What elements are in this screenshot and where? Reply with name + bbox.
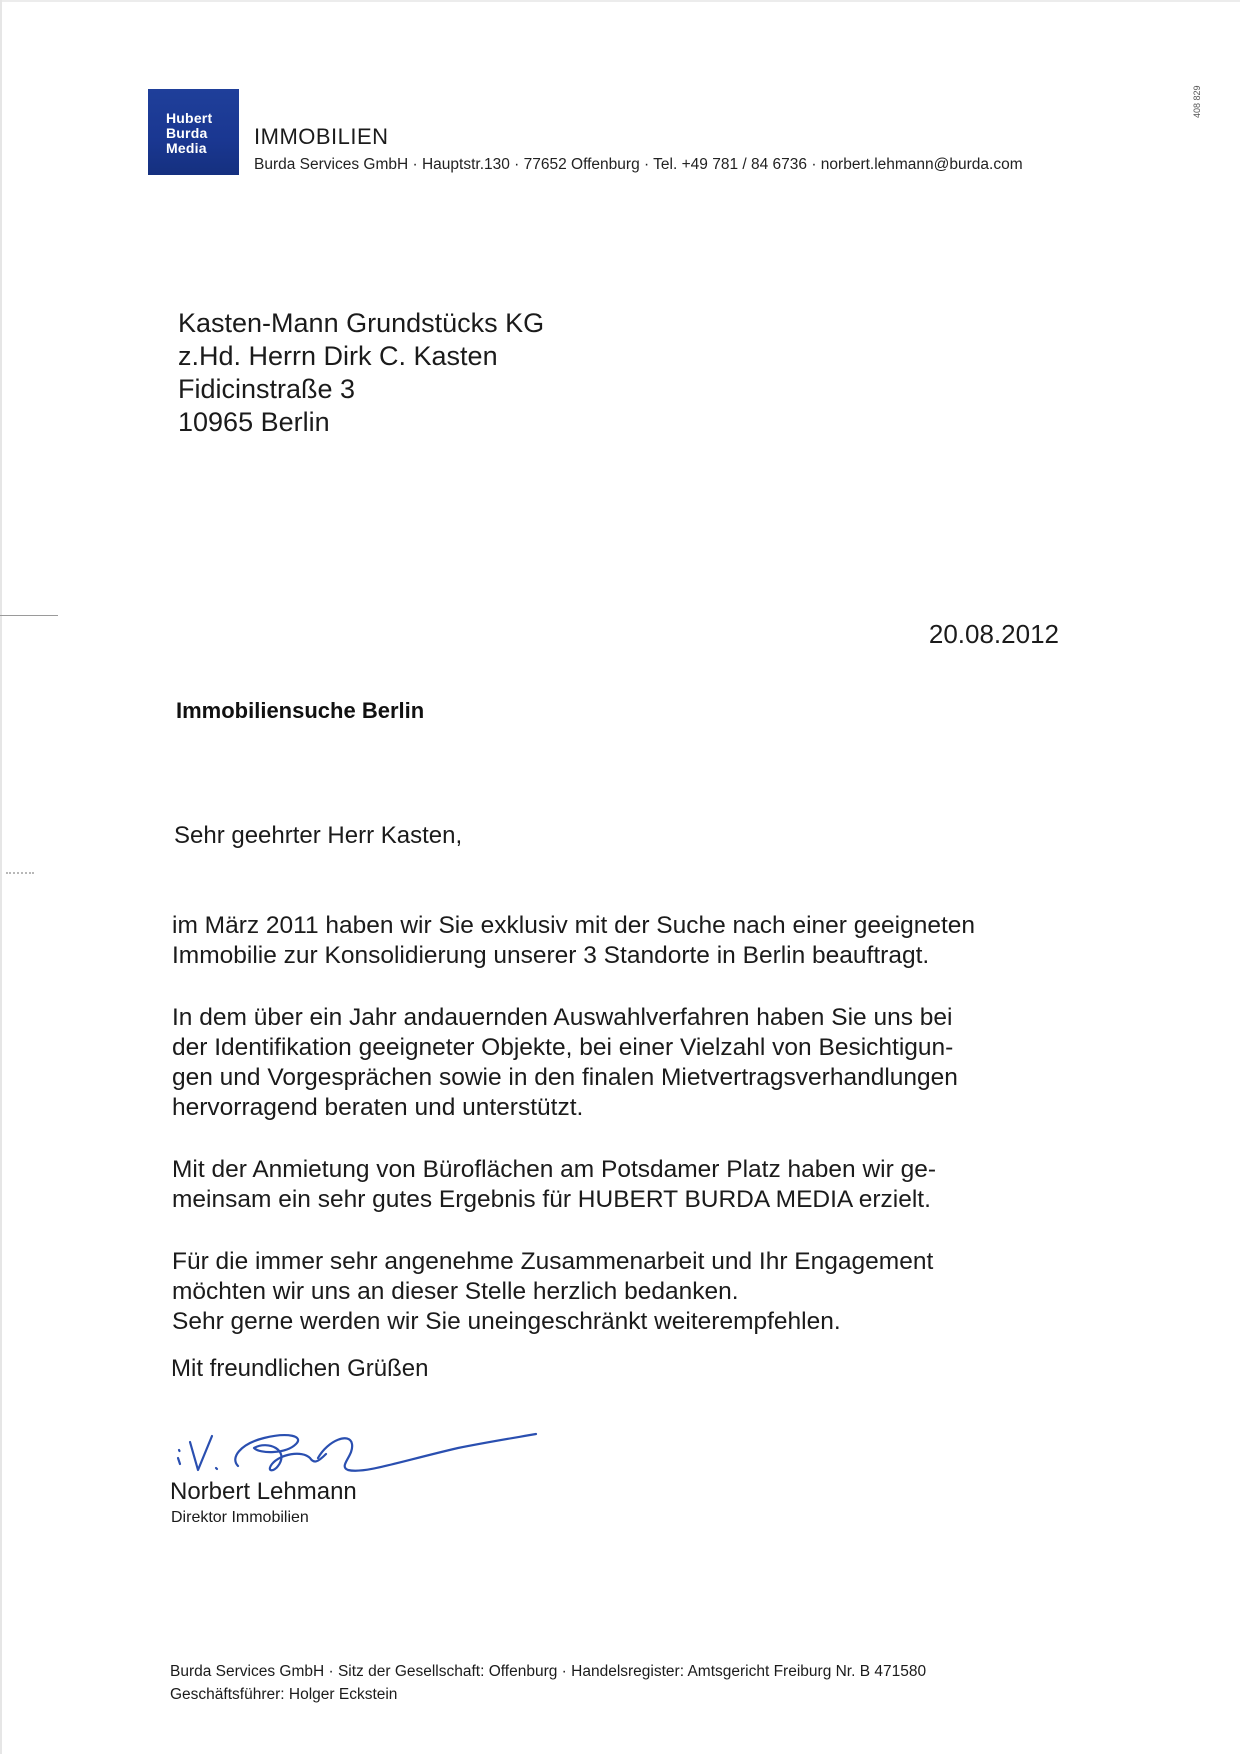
signature-strokes <box>178 1434 536 1471</box>
body-line: hervorragend beraten und unterstützt. <box>172 1094 584 1121</box>
body-line: der Identifikation geeigneter Objekte, bei einer Vielzahl von Besichtigun- <box>172 1034 954 1061</box>
logo-line-2: Burda <box>166 125 208 141</box>
body-paragraph <box>172 911 1072 971</box>
signer-title: Direktor Immobilien <box>171 1509 309 1526</box>
recipient-company: Kasten-Mann Grundstücks KG <box>178 308 545 338</box>
body-line: gen und Vorgesprächen sowie in den finalen Mietvertragsverhandlungen <box>172 1064 958 1091</box>
body-paragraph <box>172 1155 1072 1215</box>
logo-line-3: Media <box>166 140 207 156</box>
body-line: Immobilie zur Konsolidierung unserer 3 Standorte in Berlin beauftragt. <box>172 942 930 969</box>
letter-footer <box>170 1660 926 1706</box>
recipient-attention: z.Hd. Herrn Dirk C. Kasten <box>178 341 498 371</box>
letter-date: 20.08.2012 <box>928 619 1059 649</box>
signature-prefix-i <box>178 1450 180 1464</box>
body-line: In dem über ein Jahr andauernden Auswahlverfahren haben Sie uns bei <box>172 1004 953 1031</box>
punch-mark <box>6 872 34 874</box>
logo-line-1: Hubert <box>166 110 213 126</box>
hubert-burda-media-logo <box>148 89 239 175</box>
salutation: Sehr geehrter Herr Kasten, <box>174 822 463 849</box>
body-line: möchten wir uns an dieser Stelle herzlich bedanken. <box>172 1278 739 1305</box>
department-name: IMMOBILIEN <box>254 124 389 149</box>
handwritten-signature <box>168 1392 548 1492</box>
signature-prefix-v <box>190 1436 212 1470</box>
recipient-street: Fidicinstraße 3 <box>178 374 356 404</box>
footer-line-management: Geschäftsführer: Holger Eckstein <box>170 1686 398 1703</box>
signer-name: Norbert Lehmann <box>170 1478 357 1505</box>
recipient-address <box>178 307 544 439</box>
letter-subject: Immobiliensuche Berlin <box>176 698 425 723</box>
body-paragraph <box>172 1247 1072 1337</box>
body-line: meinsam ein sehr gutes Ergebnis für HUBERT BURDA MEDIA erzielt. <box>172 1186 931 1213</box>
body-line: Sehr gerne werden wir Sie uneingeschränkt weiterempfehlen. <box>172 1308 841 1335</box>
sender-address-line: Burda Services GmbH · Hauptstr.130 · 77652 Offenburg · Tel. +49 781 / 84 6736 · norbert.lehmann@burda.com <box>254 156 1023 173</box>
signature-main-loop <box>235 1435 326 1470</box>
closing: Mit freundlichen Grüßen <box>171 1355 429 1382</box>
letter-body <box>172 911 1072 1369</box>
body-line: Für die immer sehr angenehme Zusammenarbeit und Ihr Engagement <box>172 1248 934 1275</box>
signature-prefix-dot <box>216 1468 217 1469</box>
body-paragraph <box>172 1003 1072 1123</box>
footer-line-company: Burda Services GmbH · Sitz der Gesellschaft: Offenburg · Handelsregister: Amtsgericht Freiburg Nr. B 471580 <box>170 1663 927 1680</box>
scan-edge-top <box>0 0 1240 2</box>
body-line: im März 2011 haben wir Sie exklusiv mit der Suche nach einer geeigneten <box>172 912 976 939</box>
recipient-city: 10965 Berlin <box>178 407 330 437</box>
fold-mark <box>0 615 58 616</box>
body-line: Mit der Anmietung von Büroflächen am Potsdamer Platz haben wir ge- <box>172 1156 936 1183</box>
scan-edge-left <box>0 0 2 1754</box>
signature-e-stroke <box>318 1434 536 1471</box>
reference-number: 408 829 <box>1192 85 1202 118</box>
